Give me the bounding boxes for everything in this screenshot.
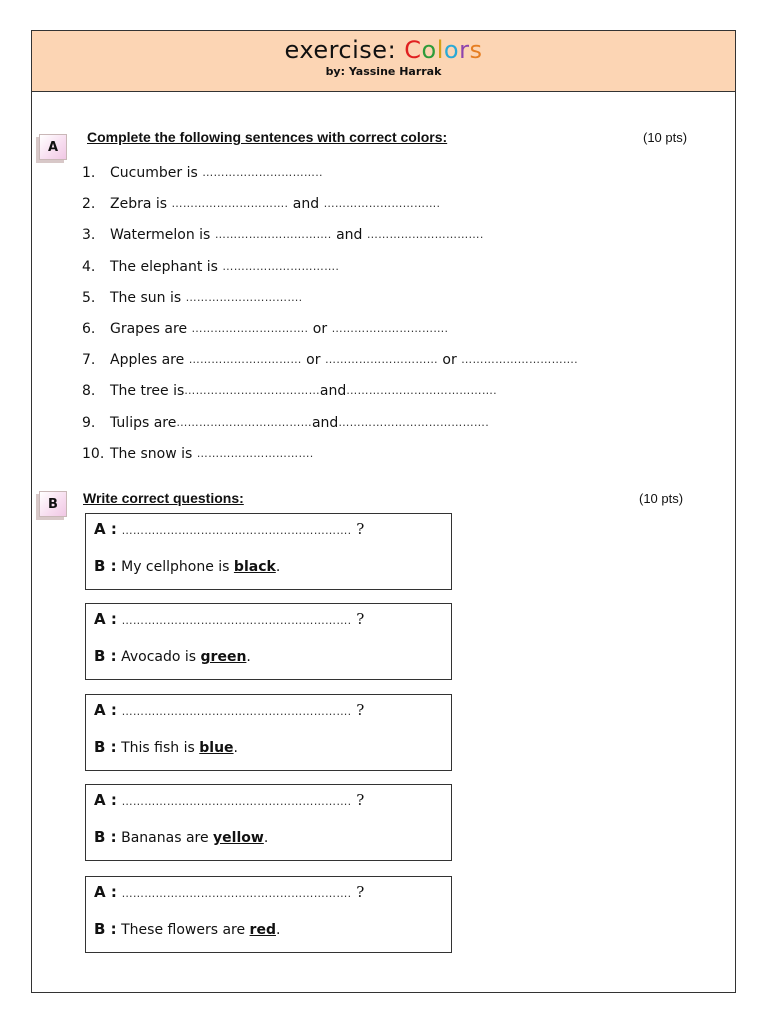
question-blank[interactable]: ……………………………………………………. [121, 614, 352, 627]
item-text: and [311, 414, 339, 431]
item-text: Apples are [110, 352, 185, 369]
section-b-title: Write correct questions: [83, 490, 244, 506]
list-item [82, 443, 578, 474]
question-label: A : [94, 701, 117, 719]
answer-text: This fish is [121, 740, 200, 756]
section-a-title: Complete the following sentences with correct colors: [87, 129, 448, 145]
answer-blank[interactable]: …………………………. [196, 446, 314, 460]
answer-blank[interactable]: ………………………… [324, 353, 438, 367]
answer-text: Bananas are [121, 830, 214, 846]
item-text: Tulips are [110, 414, 177, 431]
answer-line [94, 647, 251, 665]
answer-blank[interactable]: ……………………………… [176, 415, 312, 429]
answer-blank[interactable]: …………………………. [461, 353, 578, 367]
answer-blank[interactable]: …………………………………. [338, 415, 490, 429]
answer-blank[interactable]: …………………………………. [346, 384, 497, 398]
answer-label: B : [94, 557, 117, 575]
answer-blank[interactable]: ………………………… [188, 353, 302, 367]
item-number: 6. [82, 320, 96, 337]
title-prefix: exercise: [284, 36, 405, 64]
answer-color: green [200, 649, 247, 665]
answer-blank[interactable]: …………………………. [171, 197, 289, 211]
answer-blank[interactable]: ……………………………… [184, 384, 320, 398]
question-line [94, 610, 364, 628]
item-number: 9. [82, 414, 96, 431]
list-item [82, 162, 578, 193]
question-blank[interactable]: ……………………………………………………. [121, 524, 352, 537]
title-colors-word [404, 36, 482, 64]
answer-end: . [275, 559, 281, 575]
item-text: Zebra is [110, 196, 168, 213]
list-item [82, 380, 578, 411]
question-blank[interactable]: ……………………………………………………. [121, 705, 352, 718]
question-box [85, 694, 452, 771]
section-a-marker: A [39, 134, 67, 160]
question-label: A : [94, 520, 117, 538]
item-number: 10. [82, 445, 105, 462]
item-text: or [306, 352, 321, 369]
answer-blank[interactable]: …………………………. [222, 259, 340, 273]
answer-end: . [263, 830, 269, 846]
list-item [82, 412, 578, 443]
title-letter: l [436, 36, 444, 64]
item-text: or [312, 320, 328, 337]
sentence-list [82, 162, 578, 474]
answer-line [94, 828, 268, 846]
item-number: 3. [82, 227, 96, 244]
section-b-points: (10 pts) [639, 491, 684, 506]
item-text: and [336, 227, 363, 244]
title-letter: s [469, 36, 483, 64]
answer-blank[interactable]: …………………………. [214, 228, 332, 242]
question-box [85, 603, 452, 680]
answer-color: black [233, 559, 276, 575]
question-box [85, 513, 452, 590]
list-item [82, 256, 578, 287]
question-mark: ? [356, 883, 365, 901]
answer-text: Avocado is [121, 649, 201, 665]
question-line [94, 791, 364, 809]
worksheet-title [32, 35, 735, 65]
answer-text: My cellphone is [121, 559, 234, 575]
answer-end: . [246, 649, 251, 665]
answer-label: B : [94, 920, 117, 938]
list-item [82, 224, 578, 255]
title-letter: r [459, 36, 470, 64]
question-mark: ? [356, 791, 365, 809]
question-label: A : [94, 610, 117, 628]
item-number: 5. [82, 289, 96, 306]
answer-line [94, 920, 280, 938]
question-box [85, 876, 452, 953]
answer-color: yellow [213, 830, 264, 846]
item-number: 2. [82, 196, 96, 213]
item-text: The snow is [110, 445, 193, 462]
item-text: and [319, 383, 347, 400]
answer-text: These flowers are [121, 922, 250, 938]
answer-line [94, 738, 238, 756]
answer-end: . [275, 922, 281, 938]
answer-label: B : [94, 647, 117, 665]
question-box [85, 784, 452, 861]
title-letter: C [404, 36, 422, 64]
answer-label: B : [94, 828, 117, 846]
list-item [82, 349, 578, 380]
author-byline: by: Yassine Harrak [325, 65, 442, 78]
item-text: Watermelon is [110, 227, 211, 244]
answer-blank[interactable]: …………………………. [191, 321, 309, 335]
header-banner [32, 31, 735, 92]
question-blank[interactable]: ……………………………………………………. [121, 887, 352, 900]
item-text: Grapes are [110, 320, 188, 337]
item-text: Cucumber is [110, 165, 198, 181]
list-item [82, 193, 578, 224]
item-number: 1. [82, 165, 96, 181]
item-number: 8. [82, 383, 96, 400]
question-mark: ? [356, 610, 365, 628]
question-label: A : [94, 883, 117, 901]
item-text: The elephant is [110, 258, 218, 275]
item-text: and [292, 196, 320, 213]
answer-blank[interactable]: …………………………. [323, 197, 441, 211]
title-letter: o [443, 36, 460, 64]
question-line [94, 883, 364, 901]
item-number: 7. [82, 352, 96, 369]
question-line [94, 701, 364, 719]
answer-end: . [233, 740, 238, 756]
answer-blank[interactable]: …………………………. [366, 228, 484, 242]
answer-blank[interactable]: …………………………. [185, 290, 303, 304]
section-a-points: (10 pts) [643, 130, 688, 145]
list-item [82, 287, 578, 318]
answer-color: red [249, 922, 276, 938]
question-mark: ? [356, 701, 365, 719]
question-line [94, 520, 364, 538]
question-blank[interactable]: ……………………………………………………. [121, 795, 352, 808]
answer-blank[interactable]: …………………………. [331, 321, 449, 335]
item-text: The tree is [110, 383, 185, 400]
item-text: or [442, 352, 457, 369]
answer-blank[interactable]: ………………………….. [202, 166, 323, 179]
title-letter: o [421, 36, 437, 64]
answer-label: B : [94, 738, 117, 756]
question-mark: ? [356, 520, 365, 538]
question-label: A : [94, 791, 117, 809]
answer-color: blue [199, 740, 234, 756]
item-text: The sun is [110, 289, 182, 306]
answer-line [94, 557, 280, 575]
list-item [82, 318, 578, 349]
item-number: 4. [82, 258, 96, 275]
section-b-marker: B [39, 491, 67, 517]
